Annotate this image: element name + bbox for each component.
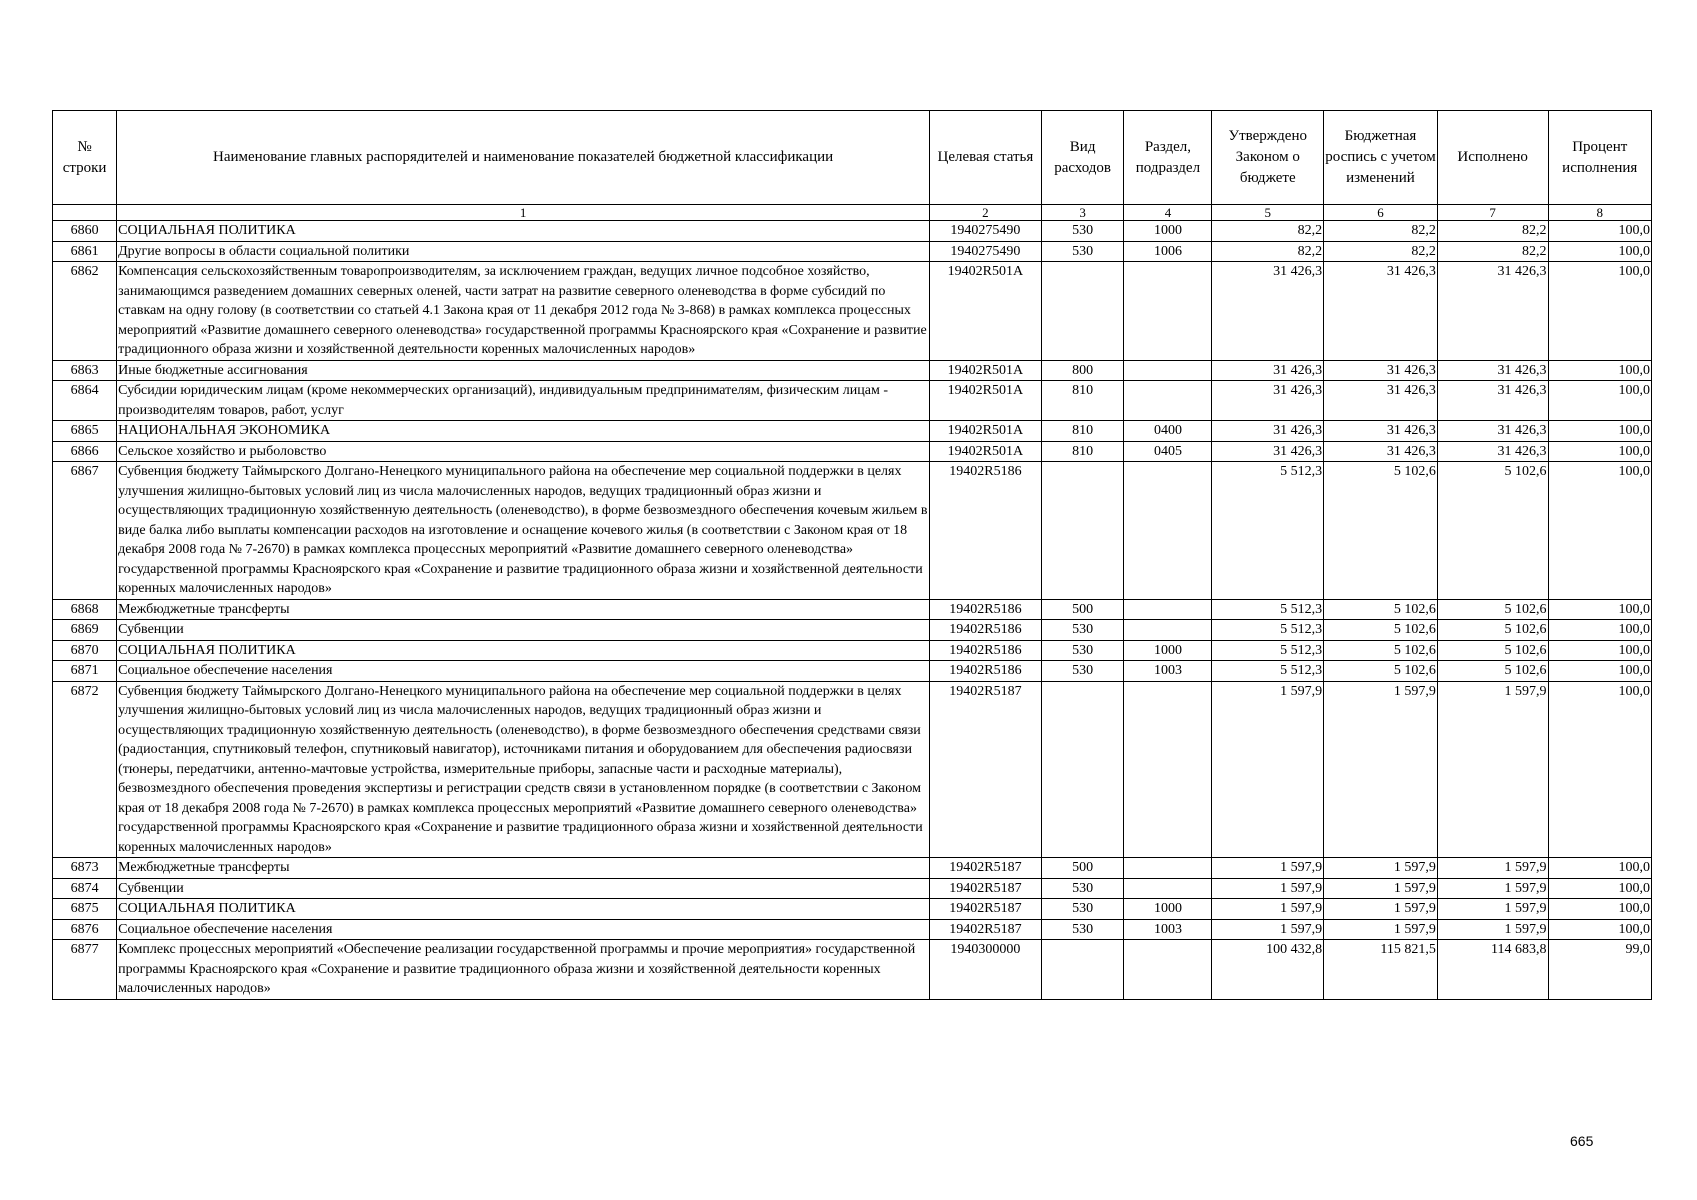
row-number-cell: 6865 <box>53 421 117 442</box>
row-number-cell: 6874 <box>53 878 117 899</box>
section-cell <box>1124 858 1212 879</box>
approved-amount-cell: 31 426,3 <box>1212 360 1324 381</box>
approved-amount-cell: 100 432,8 <box>1212 940 1324 1000</box>
approved-amount-cell: 5 512,3 <box>1212 462 1324 600</box>
target-article-cell: 19402R501A <box>930 381 1042 421</box>
target-article-cell: 19402R5187 <box>930 681 1042 858</box>
approved-amount-cell: 1 597,9 <box>1212 681 1324 858</box>
executed-amount-cell: 5 102,6 <box>1437 620 1548 641</box>
schedule-amount-cell: 1 597,9 <box>1324 878 1438 899</box>
schedule-amount-cell: 31 426,3 <box>1324 441 1438 462</box>
header-schedule: Бюджетная роспись с учетом изменений <box>1324 111 1438 205</box>
column-number: 1 <box>117 205 930 221</box>
table-row <box>53 899 1652 920</box>
table-body <box>53 221 1652 1000</box>
row-name-cell: Субвенция бюджету Таймырского Долгано-Ненецкого муниципального района на обеспечение мер социальной поддержки в целях улучшения жилищно-бытовых условий лиц из числа малочисленных народов, ведущих традиционный образ жизни и осуществляющих традиционную хозяйственную деятельность (оленеводство), в форме безвозмездного обеспечения кочевым жильем в виде балка либо выплаты компенсации расходов на изготовление и оснащение кочевого жилья (в соответствии с Законом края от 18 декабря 2008 года № 7-2670) в рамках комплекса процессных мероприятий «Развитие домашнего северного оленеводства» государственной программы Красноярского края «Сохранение и развитие традиционного образа жизни и хозяйственной деятельности коренных малочисленных народов» <box>117 462 930 600</box>
approved-amount-cell: 1 597,9 <box>1212 858 1324 879</box>
schedule-amount-cell: 31 426,3 <box>1324 360 1438 381</box>
executed-amount-cell: 31 426,3 <box>1437 441 1548 462</box>
executed-amount-cell: 1 597,9 <box>1437 858 1548 879</box>
column-number: 5 <box>1212 205 1324 221</box>
table-row <box>53 441 1652 462</box>
section-cell: 1006 <box>1124 241 1212 262</box>
row-name-cell: Социальное обеспечение населения <box>117 661 930 682</box>
header-executed: Исполнено <box>1437 111 1548 205</box>
row-number-cell: 6862 <box>53 262 117 361</box>
expense-type-cell <box>1041 462 1124 600</box>
section-cell <box>1124 940 1212 1000</box>
table-row <box>53 858 1652 879</box>
schedule-amount-cell: 31 426,3 <box>1324 421 1438 442</box>
row-name-cell: СОЦИАЛЬНАЯ ПОЛИТИКА <box>117 221 930 242</box>
expense-type-cell <box>1041 262 1124 361</box>
executed-amount-cell: 1 597,9 <box>1437 899 1548 920</box>
executed-amount-cell: 1 597,9 <box>1437 919 1548 940</box>
approved-amount-cell: 5 512,3 <box>1212 599 1324 620</box>
target-article-cell: 19402R5187 <box>930 919 1042 940</box>
executed-amount-cell: 5 102,6 <box>1437 599 1548 620</box>
executed-amount-cell: 5 102,6 <box>1437 462 1548 600</box>
target-article-cell: 19402R5187 <box>930 878 1042 899</box>
table-row <box>53 661 1652 682</box>
executed-amount-cell: 82,2 <box>1437 221 1548 242</box>
target-article-cell: 1940275490 <box>930 241 1042 262</box>
row-number-cell: 6877 <box>53 940 117 1000</box>
approved-amount-cell: 5 512,3 <box>1212 620 1324 641</box>
approved-amount-cell: 31 426,3 <box>1212 441 1324 462</box>
row-name-cell: Комплекс процессных мероприятий «Обеспечение реализации государственной программы и прочие мероприятия» государственной программы Красноярского края «Сохранение и развитие традиционного образа жизни и хозяйственной деятельности коренных малочисленных народов» <box>117 940 930 1000</box>
percent-cell: 100,0 <box>1548 661 1652 682</box>
table-row <box>53 381 1652 421</box>
row-number-cell: 6870 <box>53 640 117 661</box>
column-number <box>53 205 117 221</box>
row-name-cell: НАЦИОНАЛЬНАЯ ЭКОНОМИКА <box>117 421 930 442</box>
approved-amount-cell: 31 426,3 <box>1212 381 1324 421</box>
percent-cell: 100,0 <box>1548 462 1652 600</box>
row-name-cell: Сельское хозяйство и рыболовство <box>117 441 930 462</box>
percent-cell: 100,0 <box>1548 441 1652 462</box>
row-name-cell: Социальное обеспечение населения <box>117 919 930 940</box>
row-number-cell: 6871 <box>53 661 117 682</box>
section-cell <box>1124 462 1212 600</box>
row-number-cell: 6875 <box>53 899 117 920</box>
header-row-no: № строки <box>53 111 117 205</box>
header-row <box>53 111 1652 205</box>
approved-amount-cell: 31 426,3 <box>1212 421 1324 442</box>
executed-amount-cell: 5 102,6 <box>1437 661 1548 682</box>
percent-cell: 100,0 <box>1548 919 1652 940</box>
executed-amount-cell: 1 597,9 <box>1437 681 1548 858</box>
column-numbers-row <box>53 205 1652 221</box>
executed-amount-cell: 1 597,9 <box>1437 878 1548 899</box>
column-number: 4 <box>1124 205 1212 221</box>
row-name-cell: Межбюджетные трансферты <box>117 599 930 620</box>
percent-cell: 100,0 <box>1548 681 1652 858</box>
schedule-amount-cell: 5 102,6 <box>1324 640 1438 661</box>
schedule-amount-cell: 1 597,9 <box>1324 858 1438 879</box>
schedule-amount-cell: 5 102,6 <box>1324 462 1438 600</box>
target-article-cell: 19402R501A <box>930 360 1042 381</box>
expense-type-cell <box>1041 681 1124 858</box>
expense-type-cell: 530 <box>1041 640 1124 661</box>
expense-type-cell: 810 <box>1041 421 1124 442</box>
executed-amount-cell: 5 102,6 <box>1437 640 1548 661</box>
schedule-amount-cell: 82,2 <box>1324 221 1438 242</box>
percent-cell: 100,0 <box>1548 421 1652 442</box>
approved-amount-cell: 1 597,9 <box>1212 878 1324 899</box>
section-cell: 0405 <box>1124 441 1212 462</box>
percent-cell: 100,0 <box>1548 620 1652 641</box>
approved-amount-cell: 1 597,9 <box>1212 899 1324 920</box>
target-article-cell: 1940275490 <box>930 221 1042 242</box>
row-number-cell: 6872 <box>53 681 117 858</box>
row-number-cell: 6864 <box>53 381 117 421</box>
percent-cell: 100,0 <box>1548 381 1652 421</box>
row-name-cell: Компенсация сельскохозяйственным товаропроизводителям, за исключением граждан, ведущих личное подсобное хозяйство, занимающимся разведением домашних северных оленей, части затрат на развитие северного оленеводства в форме субсидий по ставкам на одну голову (в соответствии со статьей 4.1 Закона края от 11 декабря 2012 года № 3-868) в рамках комплекса процессных мероприятий «Развитие домашнего северного оленеводства» государственной программы Красноярского края «Сохранение и развитие традиционного образа жизни и хозяйственной деятельности коренных малочисленных народов» <box>117 262 930 361</box>
section-cell <box>1124 381 1212 421</box>
table-row <box>53 878 1652 899</box>
percent-cell: 100,0 <box>1548 858 1652 879</box>
schedule-amount-cell: 115 821,5 <box>1324 940 1438 1000</box>
section-cell: 1000 <box>1124 899 1212 920</box>
column-number: 3 <box>1041 205 1124 221</box>
percent-cell: 100,0 <box>1548 878 1652 899</box>
schedule-amount-cell: 1 597,9 <box>1324 681 1438 858</box>
row-number-cell: 6876 <box>53 919 117 940</box>
row-name-cell: Субвенции <box>117 878 930 899</box>
row-number-cell: 6873 <box>53 858 117 879</box>
header-type: Вид расходов <box>1041 111 1124 205</box>
approved-amount-cell: 5 512,3 <box>1212 661 1324 682</box>
percent-cell: 100,0 <box>1548 599 1652 620</box>
table-row <box>53 620 1652 641</box>
column-number: 6 <box>1324 205 1438 221</box>
section-cell <box>1124 262 1212 361</box>
expense-type-cell: 530 <box>1041 899 1124 920</box>
section-cell <box>1124 360 1212 381</box>
executed-amount-cell: 31 426,3 <box>1437 262 1548 361</box>
table-row <box>53 262 1652 361</box>
table-row <box>53 919 1652 940</box>
expense-type-cell: 500 <box>1041 599 1124 620</box>
column-number: 2 <box>930 205 1042 221</box>
budget-table <box>52 110 1652 1000</box>
column-number: 8 <box>1548 205 1652 221</box>
table-row <box>53 421 1652 442</box>
percent-cell: 100,0 <box>1548 360 1652 381</box>
percent-cell: 99,0 <box>1548 940 1652 1000</box>
section-cell <box>1124 681 1212 858</box>
percent-cell: 100,0 <box>1548 640 1652 661</box>
row-name-cell: Субвенции <box>117 620 930 641</box>
expense-type-cell: 530 <box>1041 919 1124 940</box>
target-article-cell: 1940300000 <box>930 940 1042 1000</box>
target-article-cell: 19402R501A <box>930 421 1042 442</box>
schedule-amount-cell: 1 597,9 <box>1324 919 1438 940</box>
row-name-cell: СОЦИАЛЬНАЯ ПОЛИТИКА <box>117 899 930 920</box>
row-name-cell: Субвенция бюджету Таймырского Долгано-Ненецкого муниципального района на обеспечение мер социальной поддержки в целях улучшения жилищно-бытовых условий лиц из числа малочисленных народов, ведущих традиционный образ жизни и осуществляющих традиционную хозяйственную деятельность (оленеводство), в форме безвозмездного обеспечения средствами связи (радиостанция, спутниковый телефон, спутниковый навигатор), источниками питания и оборудованием для обеспечения радиосвязи (тюнеры, передатчики, антенно-мачтовые устройства, измерительные приборы, запасные части и расходные материалы), безвозмездного обеспечения проведения экспертизы и регистрации средств связи в установленном порядке (в соответствии с Законом края от 18 декабря 2008 года № 7-2670) в рамках комплекса процессных мероприятий «Развитие домашнего северного оленеводства» государственной программы Красноярского края «Сохранение и развитие традиционного образа жизни и хозяйственной деятельности коренных малочисленных народов» <box>117 681 930 858</box>
row-number-cell: 6861 <box>53 241 117 262</box>
percent-cell: 100,0 <box>1548 262 1652 361</box>
header-section: Раздел, подраздел <box>1124 111 1212 205</box>
executed-amount-cell: 31 426,3 <box>1437 360 1548 381</box>
table-row <box>53 640 1652 661</box>
header-name: Наименование главных распорядителей и наименование показателей бюджетной классификации <box>117 111 930 205</box>
target-article-cell: 19402R5186 <box>930 620 1042 641</box>
table-row <box>53 599 1652 620</box>
section-cell <box>1124 620 1212 641</box>
column-number: 7 <box>1437 205 1548 221</box>
expense-type-cell: 530 <box>1041 878 1124 899</box>
header-percent: Процент исполнения <box>1548 111 1652 205</box>
expense-type-cell: 810 <box>1041 381 1124 421</box>
expense-type-cell: 530 <box>1041 221 1124 242</box>
row-number-cell: 6867 <box>53 462 117 600</box>
row-name-cell: Субсидии юридическим лицам (кроме некоммерческих организаций), индивидуальным предпринимателям, физическим лицам - производителям товаров, работ, услуг <box>117 381 930 421</box>
target-article-cell: 19402R5187 <box>930 858 1042 879</box>
expense-type-cell: 810 <box>1041 441 1124 462</box>
schedule-amount-cell: 31 426,3 <box>1324 381 1438 421</box>
target-article-cell: 19402R5186 <box>930 462 1042 600</box>
schedule-amount-cell: 1 597,9 <box>1324 899 1438 920</box>
row-name-cell: Иные бюджетные ассигнования <box>117 360 930 381</box>
target-article-cell: 19402R501A <box>930 441 1042 462</box>
approved-amount-cell: 82,2 <box>1212 221 1324 242</box>
target-article-cell: 19402R5186 <box>930 599 1042 620</box>
table-row <box>53 221 1652 242</box>
row-number-cell: 6868 <box>53 599 117 620</box>
row-number-cell: 6860 <box>53 221 117 242</box>
target-article-cell: 19402R5186 <box>930 661 1042 682</box>
expense-type-cell: 500 <box>1041 858 1124 879</box>
target-article-cell: 19402R501A <box>930 262 1042 361</box>
executed-amount-cell: 31 426,3 <box>1437 381 1548 421</box>
executed-amount-cell: 114 683,8 <box>1437 940 1548 1000</box>
approved-amount-cell: 82,2 <box>1212 241 1324 262</box>
schedule-amount-cell: 5 102,6 <box>1324 599 1438 620</box>
section-cell <box>1124 599 1212 620</box>
target-article-cell: 19402R5186 <box>930 640 1042 661</box>
table-row <box>53 462 1652 600</box>
section-cell <box>1124 878 1212 899</box>
approved-amount-cell: 1 597,9 <box>1212 919 1324 940</box>
schedule-amount-cell: 5 102,6 <box>1324 661 1438 682</box>
section-cell: 1000 <box>1124 221 1212 242</box>
executed-amount-cell: 82,2 <box>1437 241 1548 262</box>
section-cell: 1003 <box>1124 919 1212 940</box>
percent-cell: 100,0 <box>1548 241 1652 262</box>
row-name-cell: Межбюджетные трансферты <box>117 858 930 879</box>
schedule-amount-cell: 82,2 <box>1324 241 1438 262</box>
row-number-cell: 6866 <box>53 441 117 462</box>
expense-type-cell: 530 <box>1041 661 1124 682</box>
expense-type-cell <box>1041 940 1124 1000</box>
row-number-cell: 6863 <box>53 360 117 381</box>
executed-amount-cell: 31 426,3 <box>1437 421 1548 442</box>
section-cell: 1003 <box>1124 661 1212 682</box>
table-row <box>53 360 1652 381</box>
row-name-cell: СОЦИАЛЬНАЯ ПОЛИТИКА <box>117 640 930 661</box>
expense-type-cell: 800 <box>1041 360 1124 381</box>
target-article-cell: 19402R5187 <box>930 899 1042 920</box>
row-name-cell: Другие вопросы в области социальной политики <box>117 241 930 262</box>
header-target: Целевая статья <box>930 111 1042 205</box>
header-approved: Утверждено Законом о бюджете <box>1212 111 1324 205</box>
expense-type-cell: 530 <box>1041 241 1124 262</box>
row-number-cell: 6869 <box>53 620 117 641</box>
section-cell: 0400 <box>1124 421 1212 442</box>
percent-cell: 100,0 <box>1548 221 1652 242</box>
schedule-amount-cell: 31 426,3 <box>1324 262 1438 361</box>
approved-amount-cell: 5 512,3 <box>1212 640 1324 661</box>
approved-amount-cell: 31 426,3 <box>1212 262 1324 361</box>
schedule-amount-cell: 5 102,6 <box>1324 620 1438 641</box>
table-row <box>53 681 1652 858</box>
table-row <box>53 940 1652 1000</box>
expense-type-cell: 530 <box>1041 620 1124 641</box>
section-cell: 1000 <box>1124 640 1212 661</box>
page-number: 665 <box>1570 1133 1594 1149</box>
table-row <box>53 241 1652 262</box>
percent-cell: 100,0 <box>1548 899 1652 920</box>
